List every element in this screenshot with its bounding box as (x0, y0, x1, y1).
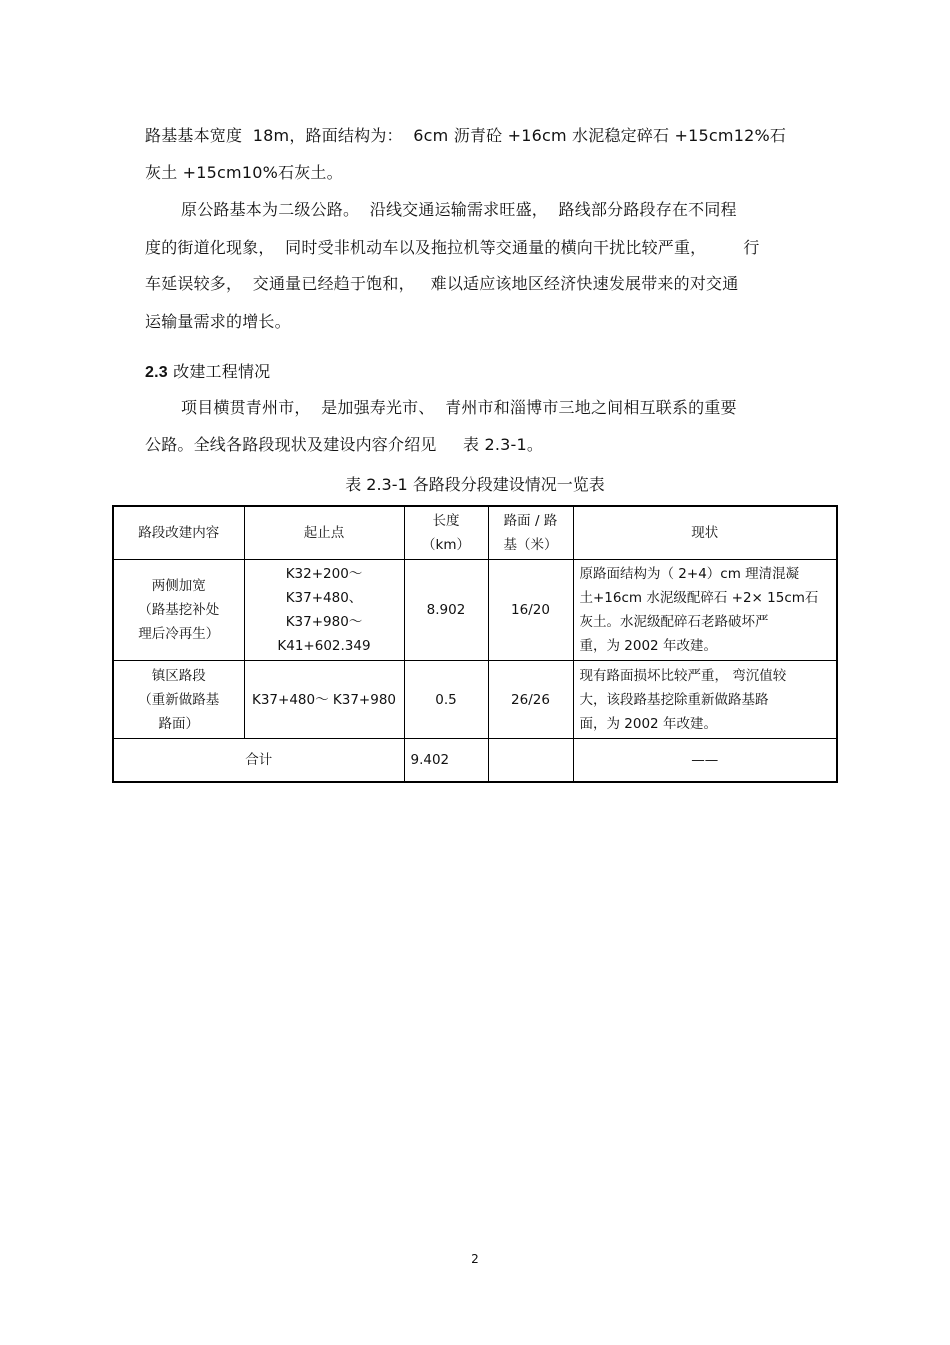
table-cell-content: 镇区路段 （重新做路基 路面） (113, 661, 244, 739)
table-header-cell: 起止点 (244, 506, 404, 560)
table-header-cell: 长度 （km） (404, 506, 488, 560)
section-number: 2.3 (145, 364, 168, 381)
table-header-cell: 现状 (573, 506, 837, 560)
table-row (113, 661, 837, 739)
table-cell-width: 16/20 (488, 560, 573, 661)
table-total-label: 合计 (113, 739, 404, 782)
table-total-length: 9.402 (404, 739, 488, 782)
construction-table (112, 505, 838, 783)
table-cell-content: 两侧加宽 （路基挖补处 理后冷再生） (113, 560, 244, 661)
paragraph-line: 度的街道化现象， 同时受非机动车以及拖拉机等交通量的横向干扰比较严重， 行 (145, 238, 760, 257)
table-row (113, 560, 837, 661)
table-cell-status: 原路面结构为（ 2+4）cm 理清混凝 土+16cm 水泥级配碎石 +2× 15cm石 灰土。水泥级配碎石老路破坏严 重，为 2002 年改建。 (573, 560, 837, 661)
paragraph-line: 项目横贯青州市， 是加强寿光市、 青州市和淄博市三地之间相互联系的重要 (181, 398, 737, 417)
paragraph-line: 路基基本宽度 18m，路面结构为： 6cm 沥青砼 +16cm 水泥稳定碎石 +15cm12%石 (145, 126, 787, 145)
paragraph-line: 原公路基本为二级公路。 沿线交通运输需求旺盛， 路线部分路段存在不同程 (181, 200, 737, 219)
table-total-row (113, 739, 837, 782)
table-cell-range: K37+480～ K37+980 (244, 661, 404, 739)
paragraph-line: 公路。全线各路段现状及建设内容介绍见 表 2.3-1。 (145, 435, 544, 454)
table-cell-status: 现有路面损坏比较严重， 弯沉值较 大，该段路基挖除重新做路基路 面，为 2002 年改建。 (573, 661, 837, 739)
paragraph-line: 灰土 +15cm10%石灰土。 (145, 163, 343, 182)
section-title: 改建工程情况 (173, 362, 271, 381)
table-header-cell: 路段改建内容 (113, 506, 244, 560)
table-header-row (113, 506, 837, 560)
table-cell-range: K32+200～ K37+480、 K37+980～ K41+602.349 (244, 560, 404, 661)
table-caption: 表 2.3-1 各路段分段建设情况一览表 (345, 475, 605, 494)
paragraph-line: 运输量需求的增长。 (145, 312, 291, 331)
table-total-status: —— (573, 739, 837, 782)
paragraph-line: 车延误较多， 交通量已经趋于饱和， 难以适应该地区经济快速发展带来的对交通 (145, 274, 739, 293)
table-cell-width: 26/26 (488, 661, 573, 739)
section-heading (145, 361, 270, 384)
table-header-cell: 路面 / 路 基（米） (488, 506, 573, 560)
page-number: 2 (471, 1252, 479, 1266)
table-cell-length: 8.902 (404, 560, 488, 661)
table-total-width (488, 739, 573, 782)
table-cell-length: 0.5 (404, 661, 488, 739)
